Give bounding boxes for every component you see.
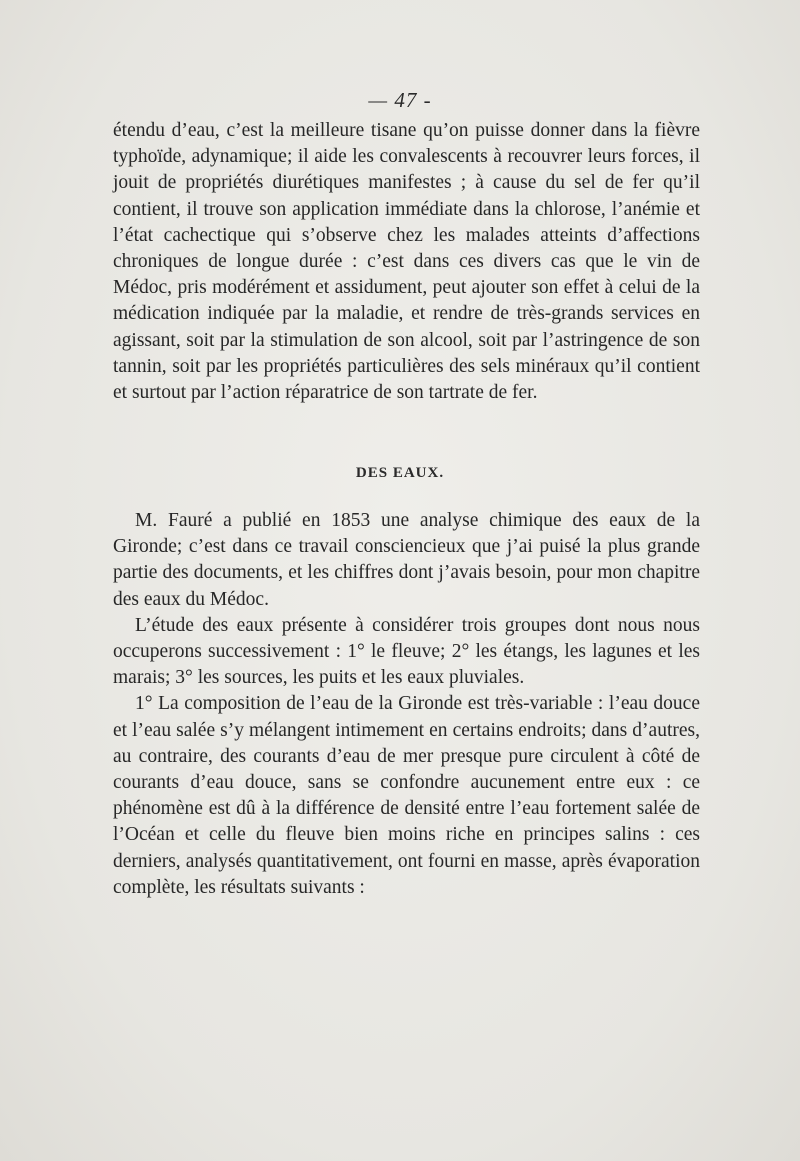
continued-paragraph-block bbox=[113, 118, 700, 406]
paragraph-gironde-composition: 1° La composition de l’eau de la Gironde est très-variable : l’eau douce et l’eau salée s’y mélangent intimement en certains endroits; dans d’autres, au contraire, des courants d’eau de mer presque pure circulent à côté de courants d’eau douce, sans se confondre aucunement entre eux : ce phénomène est dû à la différence de densité entre l’eau fortement salée de l’Océan et celle du fleuve bien moins riche en principes salins : ces derniers, analysés quantitativement, ont fourni en masse, après évaporation complète, les résultats suivants : bbox=[113, 693, 700, 898]
page-number: — 47 - bbox=[368, 88, 432, 112]
paragraph-faure-analysis: M. Fauré a publié en 1853 une analyse chimique des eaux de la Gironde; c’est dans ce travail consciencieux que j’ai puisé la plus grande partie des documents, et les chiffres dont j’avais besoin, pour mon chapitre des eaux du Médoc. bbox=[113, 510, 700, 610]
section-title: DES EAUX. bbox=[355, 465, 445, 481]
continued-paragraph: étendu d’eau, c’est la meilleure tisane qu’on puisse donner dans la fièvre typhoïde, adynamique; il aide les convalescents à recouvrer leurs forces, il jouit de propriétés diurétiques manifestes ; à cause du sel de fer qu’il contient, il trouve son application immédiate dans la chlorose, l’anémie et l’état cachectique qui s’observe chez les malades atteints d’affections chroniques de longue durée : c’est dans ces divers cas que le vin de Médoc, pris modérément et assidument, peut ajouter son effet à celui de la médication indiquée par la maladie, et rendre de très-grands services en agissant, soit par la stimulation de son alcool, soit par l’astringence de son tannin, soit par les propriétés particulières des sels minéraux qu’il contient et surtout par l’action réparatrice de son tartrate de fer. bbox=[113, 120, 700, 404]
section-body bbox=[113, 508, 700, 901]
paragraph-water-groups: L’étude des eaux présente à considérer trois groupes dont nous nous occuperons successivement : 1° le fleuve; 2° les étangs, les lagunes et les marais; 3° les sources, les puits et les eaux pluviales. bbox=[113, 614, 700, 689]
